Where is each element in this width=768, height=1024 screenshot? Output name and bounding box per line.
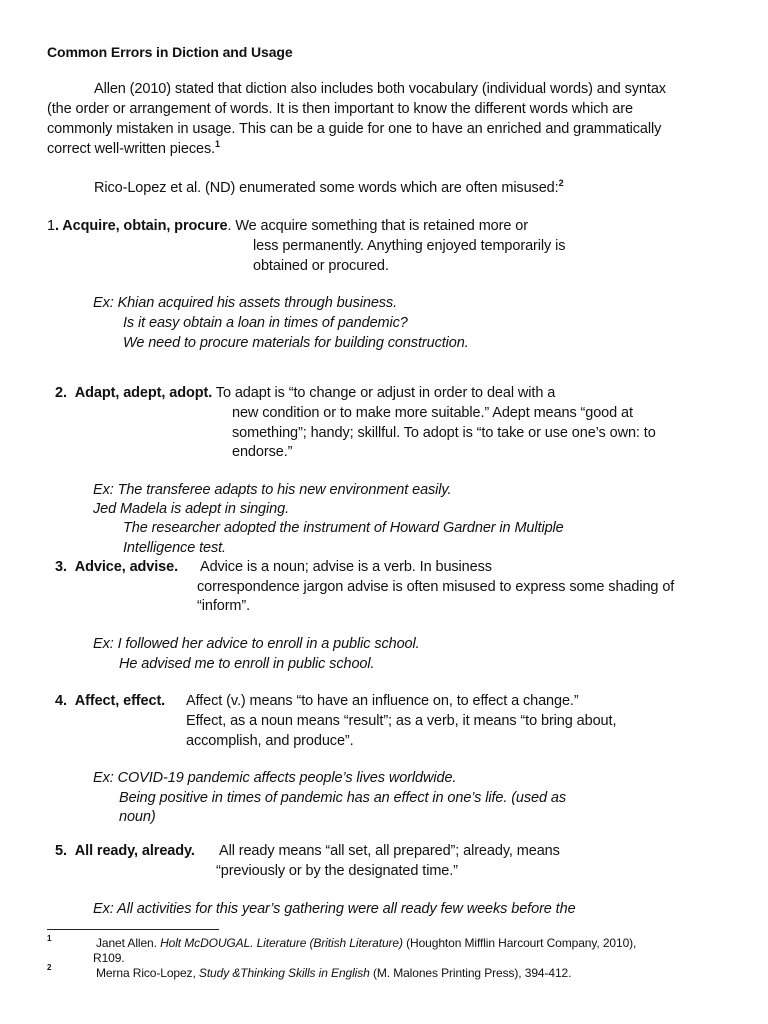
item-definition: “previously or by the designated time.”: [216, 863, 458, 879]
item-term: Advice, advise.: [74, 559, 179, 575]
footnote-separator: [47, 929, 219, 930]
item-definition: To adapt is “to change or adjust in order to deal with a: [212, 385, 556, 401]
list-item-heading: [55, 558, 178, 576]
example-line: Ex: I followed her advice to enroll in a public school.: [93, 636, 420, 652]
intro-line: commonly mistaken in usage. This can be a guide for one to have an enriched and grammatically: [47, 121, 662, 137]
example-line: The researcher adopted the instrument of Howard Gardner in Multiple: [123, 520, 564, 536]
item-number: 5.: [55, 843, 67, 859]
example-line: We need to procure materials for building construction.: [123, 335, 469, 351]
footnote-1-cont: R109.: [93, 951, 125, 965]
example-line: Being positive in times of pandemic has an effect in one’s life. (used as: [119, 790, 567, 806]
item-definition: accomplish, and produce”.: [186, 733, 354, 749]
list-item-heading: [55, 384, 555, 402]
intro-line: Rico-Lopez et al. (ND) enumerated some words which are often misused:$^2$: [94, 178, 564, 196]
intro-line: Allen (2010) stated that diction also includes both vocabulary (individual words) and syntax: [94, 81, 666, 97]
item-number: 3.: [55, 559, 67, 575]
intro-line: (the order or arrangement of words. It is then important to know the different words which are: [47, 101, 633, 117]
item-definition: obtained or procured.: [253, 258, 389, 274]
item-definition: new condition or to make more suitable.” Adept means “good at: [232, 405, 633, 421]
footnote-ref-2[interactable]: 2: [558, 178, 564, 189]
item-number: 2.: [55, 385, 67, 401]
footnote-marker: 2: [47, 963, 52, 972]
item-number: 1: [47, 218, 55, 234]
footnote-marker: 1: [47, 934, 52, 943]
footnote-2: Merna Rico-Lopez, Study &Thinking Skills in English (M. Malones Printing Press), 394-412.: [96, 966, 572, 980]
list-item-heading: [47, 217, 528, 235]
item-number: 4.: [55, 693, 67, 709]
item-definition: “inform”.: [197, 598, 251, 614]
footnote-ref-1[interactable]: 1: [215, 139, 220, 150]
item-definition: All ready means “all set, all prepared”; already, means: [219, 843, 560, 859]
item-definition: less permanently. Anything enjoyed temporarily is: [253, 238, 566, 254]
item-definition: correspondence jargon advise is often misused to express some shading of: [197, 579, 675, 595]
list-item-heading: [55, 842, 195, 860]
example-line: Ex: All activities for this year’s gathering were all ready few weeks before the: [93, 901, 576, 917]
footnote-1: Janet Allen. Holt McDOUGAL. Literature (British Literature) (Houghton Mifflin Harcourt Company, 2010),: [96, 936, 637, 950]
example-line: Intelligence test.: [123, 540, 226, 556]
item-term: All ready, already.: [74, 843, 195, 859]
example-line: noun): [119, 809, 156, 825]
item-definition: . We acquire something that is retained more or: [227, 218, 528, 234]
example-line: Is it easy obtain a loan in times of pandemic?: [123, 315, 408, 331]
page-title: Common Errors in Diction and Usage: [47, 44, 293, 60]
intro-line: correct well-written pieces.$^1$: [47, 139, 220, 157]
item-definition: Affect (v.) means “to have an influence on, to effect a change.”: [186, 693, 579, 709]
item-term: . Acquire, obtain, procure: [54, 218, 228, 234]
example-line: Ex: COVID-19 pandemic affects people’s lives worldwide.: [93, 770, 457, 786]
item-term: Adapt, adept, adopt.: [74, 385, 213, 401]
item-definition: something”; handy; skillful. To adopt is “to take or use one’s own: to: [232, 425, 656, 441]
item-term: Affect, effect.: [74, 693, 166, 709]
item-definition: Effect, as a noun means “result”; as a verb, it means “to bring about,: [186, 713, 617, 729]
example-line: Ex: Khian acquired his assets through business.: [93, 295, 398, 311]
example-line: Ex: The transferee adapts to his new environment easily.: [93, 482, 452, 498]
item-definition: endorse.”: [232, 444, 293, 460]
example-line: He advised me to enroll in public school.: [119, 656, 375, 672]
list-item-heading: [55, 692, 165, 710]
example-line: Jed Madela is adept in singing.: [93, 501, 289, 517]
item-definition: Advice is a noun; advise is a verb. In business: [200, 559, 492, 575]
